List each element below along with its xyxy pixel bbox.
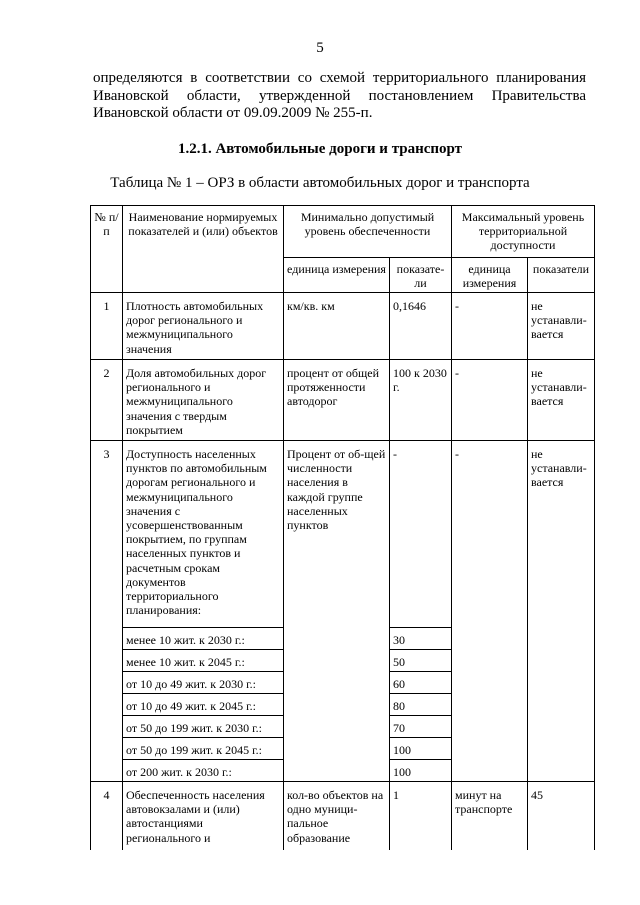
- header-unit: единица измерения: [284, 258, 390, 293]
- row-value-2: не устанавли-вается: [528, 360, 595, 441]
- header-num: № п/п: [91, 206, 123, 293]
- subrow-value: 70: [390, 716, 452, 738]
- subrow-label: от 10 до 49 жит. к 2045 г.:: [123, 694, 284, 716]
- subrow-value: 50: [390, 650, 452, 672]
- header-unit-2: единица измерения: [452, 258, 528, 293]
- row-name: Плотность автомобильных дорог регионального и межмуниципального значения: [123, 293, 284, 360]
- header-value-2: показатели: [528, 258, 595, 293]
- subrow-value: 60: [390, 672, 452, 694]
- table-caption: Таблица № 1 – ОРЗ в области автомобильных дорог и транспорта: [110, 175, 530, 191]
- row-unit-2: -: [452, 441, 528, 782]
- row-value: 1: [390, 782, 452, 851]
- subrow-label: менее 10 жит. к 2030 г.:: [123, 628, 284, 650]
- row-name: Доступность населенных пунктов по автомобильным дорогам регионального и межмуниципального значения с усовершенствованным покрытием, по группам населенных пунктов и расчетным срокам документов территориального планирования:: [123, 441, 284, 628]
- table-header-row: [91, 206, 595, 258]
- row-value-2: 45: [528, 782, 595, 851]
- subrow-label: от 50 до 199 жит. к 2030 г.:: [123, 716, 284, 738]
- header-min-level: Минимально допустимый уровень обеспеченности: [284, 206, 452, 258]
- table-row: [91, 441, 595, 628]
- subrow-value: 100: [390, 760, 452, 782]
- header-value: показате-ли: [390, 258, 452, 293]
- row-value: -: [390, 441, 452, 628]
- row-value: 100 к 2030 г.: [390, 360, 452, 441]
- header-name: Наименование нормируемых показателей и (или) объектов: [123, 206, 284, 293]
- table-row: [91, 360, 595, 441]
- section-heading: 1.2.1. Автомобильные дороги и транспорт: [177, 141, 463, 157]
- subrow-label: от 10 до 49 жит. к 2030 г.:: [123, 672, 284, 694]
- subrow-value: 80: [390, 694, 452, 716]
- subrow-value: 30: [390, 628, 452, 650]
- row-num: 3: [91, 441, 123, 782]
- subrow-label: менее 10 жит. к 2045 г.:: [123, 650, 284, 672]
- row-unit: процент от общей протяженности автодорог: [284, 360, 390, 441]
- row-value-2: не устанавли-вается: [528, 441, 595, 782]
- row-unit: км/кв. км: [284, 293, 390, 360]
- subrow-value: 100: [390, 738, 452, 760]
- row-name: Доля автомобильных дорог регионального и межмуниципального значения с твердым покрытием: [123, 360, 284, 441]
- orz-table: [90, 205, 595, 850]
- page-number: 5: [316, 40, 324, 56]
- row-value: 0,1646: [390, 293, 452, 360]
- table-row: [91, 782, 595, 851]
- row-value-2: не устанавли-вается: [528, 293, 595, 360]
- row-unit: Процент от об-щей численности населения в каждой группе населенных пунктов: [284, 441, 390, 782]
- row-unit: кол-во объектов на одно муници-пальное образование: [284, 782, 390, 851]
- row-unit-2: -: [452, 293, 528, 360]
- row-num: 2: [91, 360, 123, 441]
- header-max-level: Максимальный уровень территориальной доступности: [452, 206, 595, 258]
- row-unit-2: -: [452, 360, 528, 441]
- subrow-label: от 200 жит. к 2030 г.:: [123, 760, 284, 782]
- row-num: 4: [91, 782, 123, 851]
- subrow-label: от 50 до 199 жит. к 2045 г.:: [123, 738, 284, 760]
- row-name: Обеспеченность населения автовокзалами и (или) автостанциями регионального и: [123, 782, 284, 851]
- row-num: 1: [91, 293, 123, 360]
- intro-paragraph: определяются в соответствии со схемой территориального планирования Ивановской области, утвержденной постановлением Правительства Ивановской области от 09.09.2009 № 255-п.: [93, 70, 586, 121]
- table-row: [91, 293, 595, 360]
- row-unit-2: минут на транспорте: [452, 782, 528, 851]
